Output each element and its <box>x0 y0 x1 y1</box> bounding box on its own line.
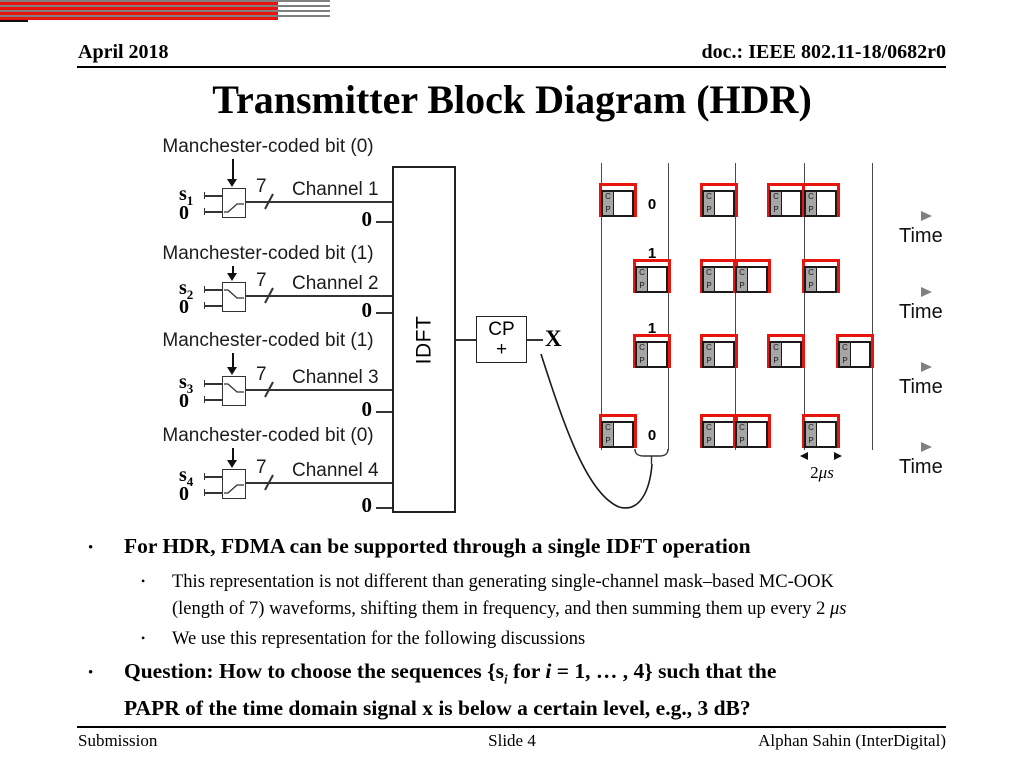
mu-s-unit: μs <box>829 599 847 619</box>
cp-pulse <box>735 421 768 448</box>
cp-letter: P <box>605 205 611 214</box>
cp-cell <box>704 343 715 366</box>
seq-subscript: i <box>503 671 508 687</box>
bullet-2-line1 <box>124 657 964 694</box>
sub-bullet-2: We use this representation for the following discussions <box>172 629 586 649</box>
cp-letter: C <box>808 268 814 277</box>
cp-letter: C <box>773 343 779 352</box>
bus-width-label: 7 <box>256 364 267 385</box>
cp-cell <box>806 423 817 446</box>
waveform-bit-label: 1 <box>647 320 657 337</box>
waveform-bit-label: 0 <box>647 427 657 444</box>
bullet-2-part1: Question: How to choose the sequences { <box>124 659 496 683</box>
cp-letter: C <box>706 192 712 201</box>
cp-cell <box>603 423 614 446</box>
output-signal-label: X <box>545 326 562 351</box>
idft-input-zero: 0 <box>361 298 372 322</box>
idft-input-zero: 0 <box>361 207 372 231</box>
cp-pulse <box>702 190 735 217</box>
index-i: i <box>545 659 552 683</box>
header-doc-number: doc.: IEEE 802.11-18/0682r0 <box>701 41 946 63</box>
cp-letter: C <box>706 268 712 277</box>
footer-left: Submission <box>78 731 158 750</box>
channel-label: Channel 4 <box>292 460 379 481</box>
axis-arrowhead-icon <box>921 442 932 452</box>
sub-bullet-1-line1: This representation is not different than generating single-channel mask–based MC-OOK <box>172 572 834 592</box>
cp-cell <box>704 423 715 446</box>
manchester-bit-label: Manchester-coded bit (1) <box>162 330 374 351</box>
channel-label: Channel 3 <box>292 367 379 388</box>
sequence-zero-label: 0 <box>179 296 189 318</box>
sequence-zero-label: 0 <box>179 202 189 224</box>
axis-arrowhead-icon <box>921 362 932 372</box>
cp-letter: P <box>605 436 611 445</box>
bus-width-label: 7 <box>256 457 267 478</box>
sequence-symbol: s <box>179 464 187 486</box>
cp-letter: C <box>808 192 814 201</box>
bullet-dot: • <box>88 540 94 556</box>
cp-cell <box>603 192 614 215</box>
duration-arrow-left-icon <box>800 452 808 460</box>
cp-letter: P <box>808 205 814 214</box>
cp-cell <box>771 192 782 215</box>
duration-arrow-line <box>0 20 28 22</box>
duration-unit: μs <box>818 463 834 482</box>
sub-bullet-1-line2-text: (length of 7) waveforms, shifting them in frequency, and then summing them up every 2 <box>172 599 830 619</box>
waveform-bit-label: 1 <box>647 245 657 262</box>
time-axis-label: Time <box>899 301 943 323</box>
seq-symbol: s <box>495 659 504 683</box>
cp-letter: C <box>706 343 712 352</box>
cp-pulse <box>702 266 735 293</box>
cp-pulse <box>804 190 837 217</box>
cp-cell <box>840 343 851 366</box>
cp-pulse <box>838 341 871 368</box>
sequence-symbol: s <box>179 371 187 393</box>
cp-cell <box>637 268 648 291</box>
cp-letter: P <box>706 281 712 290</box>
cp-cell <box>737 268 748 291</box>
cp-letter: P <box>706 356 712 365</box>
idft-input-zero: 0 <box>361 397 372 421</box>
cp-letter: C <box>639 343 645 352</box>
duration-number: 2 <box>810 463 819 482</box>
cp-letter: C <box>842 343 848 352</box>
bullet-1: For HDR, FDMA can be supported through a single IDFT operation <box>124 534 751 558</box>
cp-pulse <box>804 266 837 293</box>
sub-bullet-1-line2 <box>172 596 982 623</box>
duration-label <box>795 463 849 483</box>
cp-pulse <box>702 341 735 368</box>
grid-line <box>668 163 669 450</box>
axis-arrowhead-icon <box>921 287 932 297</box>
cp-pulse <box>601 421 634 448</box>
sequence-subscript: 4 <box>186 474 194 489</box>
cp-letter: P <box>773 356 779 365</box>
sub-bullet-1 <box>172 569 982 623</box>
sequence-subscript: 1 <box>186 193 194 208</box>
sequence-symbol: s <box>179 277 187 299</box>
cp-letter: C <box>706 423 712 432</box>
cp-pulse <box>735 266 768 293</box>
idft-label: IDFT <box>412 315 435 364</box>
bullet-2-for: for <box>507 659 546 683</box>
time-axis-label: Time <box>899 456 943 478</box>
cp-letter: C <box>739 268 745 277</box>
cp-letter: P <box>808 281 814 290</box>
footer-rule <box>77 726 946 728</box>
cp-letter: P <box>773 205 779 214</box>
axis-arrowhead-icon <box>921 211 932 221</box>
footer-author: Alphan Sahin (InterDigital) <box>758 731 946 750</box>
time-axis-label: Time <box>899 376 943 398</box>
cp-cell <box>806 268 817 291</box>
cp-pulse <box>635 266 668 293</box>
cp-cell <box>737 423 748 446</box>
cp-letter: P <box>739 436 745 445</box>
sequence-zero-label: 0 <box>179 483 189 505</box>
cp-letter: C <box>639 268 645 277</box>
sub-bullet-dot: • <box>141 631 146 645</box>
cp-pulse <box>769 341 802 368</box>
grid-line <box>872 163 873 450</box>
cp-cell <box>771 343 782 366</box>
manchester-bit-label: Manchester-coded bit (0) <box>162 425 374 446</box>
sequence-zero-label: 0 <box>179 390 189 412</box>
cp-pulse <box>601 190 634 217</box>
time-axis-label: Time <box>899 225 943 247</box>
cp-cell <box>806 192 817 215</box>
sequence-symbol: s <box>179 183 187 205</box>
channel-label: Channel 2 <box>292 273 379 294</box>
bus-width-label: 7 <box>256 270 267 291</box>
sequence-subscript: 2 <box>186 287 194 302</box>
cp-pulse <box>702 421 735 448</box>
duration-arrow-right-icon <box>834 452 842 460</box>
cp-letter: P <box>842 356 848 365</box>
cp-letter: P <box>639 356 645 365</box>
manchester-bit-label: Manchester-coded bit (1) <box>162 243 374 264</box>
manchester-bit-label: Manchester-coded bit (0) <box>162 136 374 157</box>
cp-cell <box>637 343 648 366</box>
bullet-dot: • <box>88 665 94 681</box>
bullet-2-part2: = 1, … , 4} such that the <box>551 659 777 683</box>
cp-letter: C <box>739 423 745 432</box>
cp-pulse <box>635 341 668 368</box>
cp-pulse <box>769 190 802 217</box>
page-title: Transmitter Block Diagram (HDR) <box>212 77 812 122</box>
bus-width-label: 7 <box>256 176 267 197</box>
cp-letter: C <box>605 423 611 432</box>
cp-block-line1: CP <box>488 318 515 340</box>
cp-letter: P <box>706 205 712 214</box>
channel-label: Channel 1 <box>292 179 379 200</box>
cp-cell <box>704 192 715 215</box>
cp-letter: P <box>808 436 814 445</box>
cp-letter: P <box>706 436 712 445</box>
cp-block-line2: + <box>495 338 508 360</box>
cp-letter: C <box>808 423 814 432</box>
idft-input-zero: 0 <box>361 493 372 517</box>
cp-cell <box>704 268 715 291</box>
cp-letter: P <box>739 281 745 290</box>
waveform-bit-label: 0 <box>647 196 657 213</box>
footer-slide-number: Slide 4 <box>488 731 536 750</box>
cp-letter: C <box>773 192 779 201</box>
cp-letter: P <box>639 281 645 290</box>
bullet-2-line2: PAPR of the time domain signal x is below a certain level, e.g., 3 dB? <box>124 695 751 720</box>
ook-baseline <box>0 17 278 20</box>
sequence-subscript: 3 <box>186 381 194 396</box>
cp-pulse <box>804 421 837 448</box>
header-date: April 2018 <box>78 41 169 63</box>
sub-bullet-dot: • <box>141 574 146 588</box>
cp-letter: C <box>605 192 611 201</box>
bullet-2 <box>124 657 964 722</box>
